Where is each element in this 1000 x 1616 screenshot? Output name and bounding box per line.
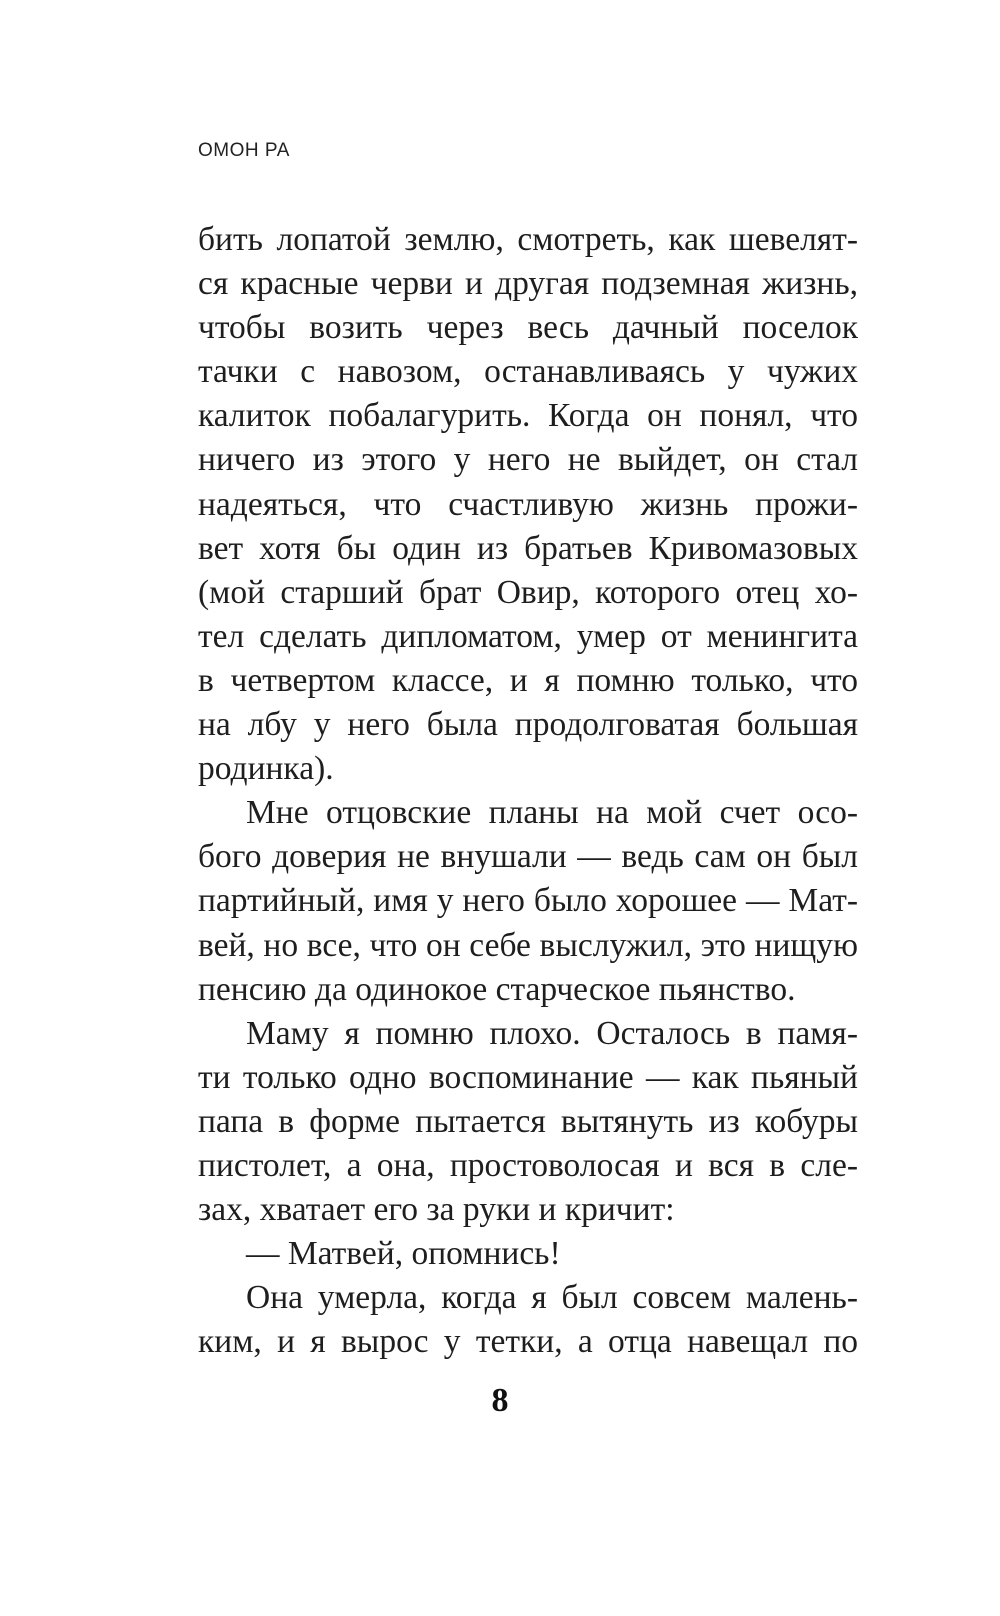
text-line: пистолет, а она, простоволосая и вся в сле- [198, 1146, 858, 1184]
text-line: папа в форме пытается вытянуть из кобуры [198, 1102, 858, 1140]
running-head: ОМОН РА [198, 140, 290, 161]
text-line: ким, и я вырос у тетки, а отца навещал по [198, 1323, 858, 1361]
text-line: тачки с навозом, останавливаясь у чужих [198, 353, 858, 391]
text-line: на лбу у него была продолговатая большая [198, 706, 858, 744]
text-line: Маму я помню плохо. Осталось в памя- [246, 1014, 858, 1052]
text-line: зах, хватает его за руки и кричит: [198, 1191, 675, 1229]
text-line: чтобы возить через весь дачный поселок [198, 309, 858, 347]
text-line: надеяться, что счастливую жизнь прожи- [198, 485, 858, 523]
paragraph [198, 218, 858, 791]
paragraph [198, 791, 858, 1011]
text-line: в четвертом классе, и я помню только, что [198, 661, 858, 699]
text-line: партийный, имя у него было хорошее — Мат- [198, 882, 858, 920]
text-line: пенсию да одинокое старческое пьянство. [198, 970, 796, 1008]
text-line: тел сделать дипломатом, умер от менингита [198, 617, 858, 655]
page-number: 8 [491, 1382, 509, 1419]
text-line: ти только одно воспоминание — как пьяный [198, 1058, 858, 1096]
text-line: бого доверия не внушали — ведь сам он был [198, 838, 858, 876]
paragraph [198, 1012, 858, 1232]
text-line: (мой старший брат Овир, которого отец хо- [198, 573, 858, 611]
text-line: бить лопатой землю, смотреть, как шевелят- [198, 221, 858, 258]
paragraph [198, 1276, 858, 1364]
text-line: ся красные черви и другая подземная жизнь, [198, 265, 858, 303]
text-line: Она умерла, когда я был совсем малень- [246, 1279, 858, 1317]
text-line: вет хотя бы один из братьев Кривомазовых [198, 529, 858, 567]
paragraph [198, 1232, 858, 1276]
text-line: ничего из этого у него не выйдет, он стал [198, 441, 858, 479]
body-text [198, 218, 858, 1364]
text-line: Мне отцовские планы на мой счет осо- [246, 794, 858, 832]
text-line: вей, но все, что он себе выслужил, это нищую [198, 926, 858, 964]
text-line: калиток побалагурить. Когда он понял, что [198, 397, 858, 435]
text-line: родинка). [198, 750, 334, 788]
text-line: — Матвей, опомнись! [246, 1235, 561, 1273]
